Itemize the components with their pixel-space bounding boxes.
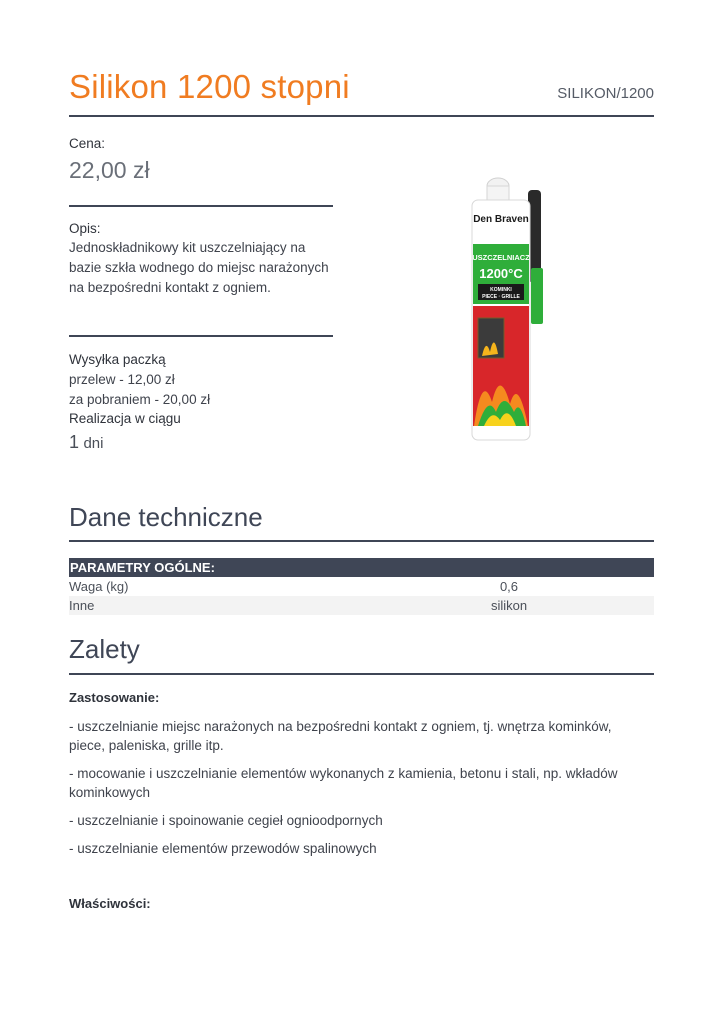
param-value: silikon: [490, 598, 528, 613]
cartridge-illustration: [460, 172, 560, 444]
price-divider: [69, 205, 333, 207]
shipping-option: za pobraniem - 20,00 zł: [69, 392, 211, 407]
price-label: Cena:: [69, 136, 106, 151]
description-line: bazie szkła wodnego do miejsc narażonych: [69, 260, 329, 275]
tech-section-title: Dane techniczne: [69, 502, 263, 532]
table-row: [69, 596, 654, 615]
days-value: 1: [69, 432, 80, 452]
cartridge-neck: [487, 186, 509, 200]
description-line: na bezpośredni kontakt z ogniem.: [69, 280, 271, 295]
description-line: Jednoskładnikowy kit uszczelniający na: [69, 240, 306, 255]
brand-text: Den Braven: [473, 214, 529, 225]
shipping-option: przelew - 12,00 zł: [69, 372, 175, 387]
label-sub2: PIECE · GRILLE: [482, 294, 520, 300]
usage-item: - uszczelnianie elementów przewodów spalinowych: [69, 841, 377, 856]
days-unit: dni: [83, 435, 104, 452]
advantages-section-title: Zalety: [69, 634, 140, 664]
header-divider: [69, 115, 654, 117]
nozzle-tip: [531, 268, 543, 324]
label-product: USZCZELNIACZ: [472, 253, 530, 262]
table-row: [69, 577, 654, 596]
description-text: [69, 238, 349, 298]
advantages-divider: [69, 673, 654, 675]
realization-days: [69, 432, 104, 453]
price-value: 22,00 zł: [69, 157, 150, 183]
tech-table: [69, 558, 654, 615]
label-temp: 1200°C: [479, 266, 523, 281]
param-key: Inne: [69, 598, 95, 613]
usage-item: - mocowanie i uszczelnianie elementów wykonanych z kamienia, betonu i stali, np. wkładów kominkowych: [69, 766, 618, 800]
description-divider: [69, 335, 333, 337]
param-key: Waga (kg): [69, 579, 129, 594]
product-code: SILIKON/1200: [557, 85, 654, 102]
label-sub1: KOMINKI: [490, 287, 512, 293]
properties-label: Właściwości:: [69, 896, 151, 911]
tech-divider: [69, 540, 654, 542]
realization-label: Realizacja w ciągu: [69, 411, 181, 426]
usage-item: - uszczelnianie i spoinowanie cegieł ognioodpornych: [69, 813, 383, 828]
product-title: Silikon 1200 stopni: [69, 68, 350, 105]
usage-item: - uszczelnianie miejsc narażonych na bezpośredni kontakt z ogniem, tj. wnętrza kominków, piece, paleniska, grille itp.: [69, 719, 612, 753]
param-value: 0,6: [499, 579, 519, 594]
tech-table-header: PARAMETRY OGÓLNE:: [69, 558, 654, 577]
description-label: Opis:: [69, 221, 101, 236]
usage-label: Zastosowanie:: [69, 690, 160, 705]
shipping-label: Wysyłka paczką: [69, 352, 166, 367]
product-image: [460, 172, 560, 444]
